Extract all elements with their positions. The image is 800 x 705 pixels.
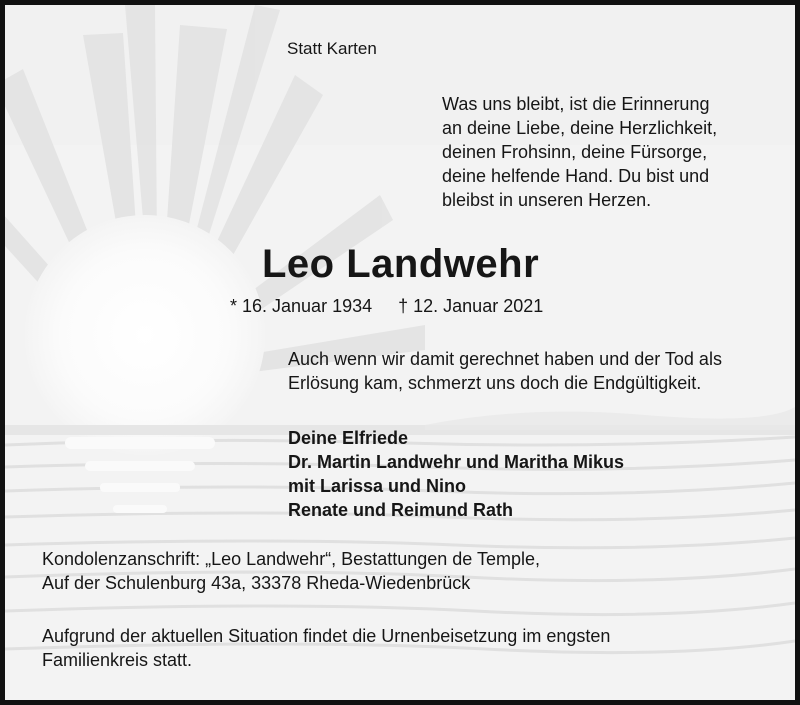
statt-karten-label: Statt Karten xyxy=(287,39,377,58)
mourners-list: Deine Elfriede Dr. Martin Landwehr und Maritha Mikus mit Larissa und Nino Renate und Reimund Rath xyxy=(288,428,625,520)
burial-note: Aufgrund der aktuellen Situation findet die Urnenbeisetzung im engsten Familienkreis statt. xyxy=(42,626,611,670)
birth-date: * 16. Januar 1934 xyxy=(230,296,373,316)
farewell-quote: Auch wenn wir damit gerechnet haben und der Tod als Erlösung kam, schmerzt uns doch die Endgültigkeit. xyxy=(288,349,722,393)
life-dates xyxy=(230,294,543,318)
deceased-name: Leo Landwehr xyxy=(262,242,540,286)
death-date: † 12. Januar 2021 xyxy=(398,296,544,316)
memorial-poem: Was uns bleibt, ist die Erinnerung an deine Liebe, deine Herzlichkeit, deinen Frohsinn, deine Fürsorge, deine helfende Hand. Du bist und bleibst in unseren Herzen. xyxy=(442,94,718,210)
condolence-address: Kondolenzanschrift: „Leo Landwehr“, Bestattungen de Temple, Auf der Schulenburg 43a, 33378 Rheda-Wiedenbrück xyxy=(42,549,540,593)
